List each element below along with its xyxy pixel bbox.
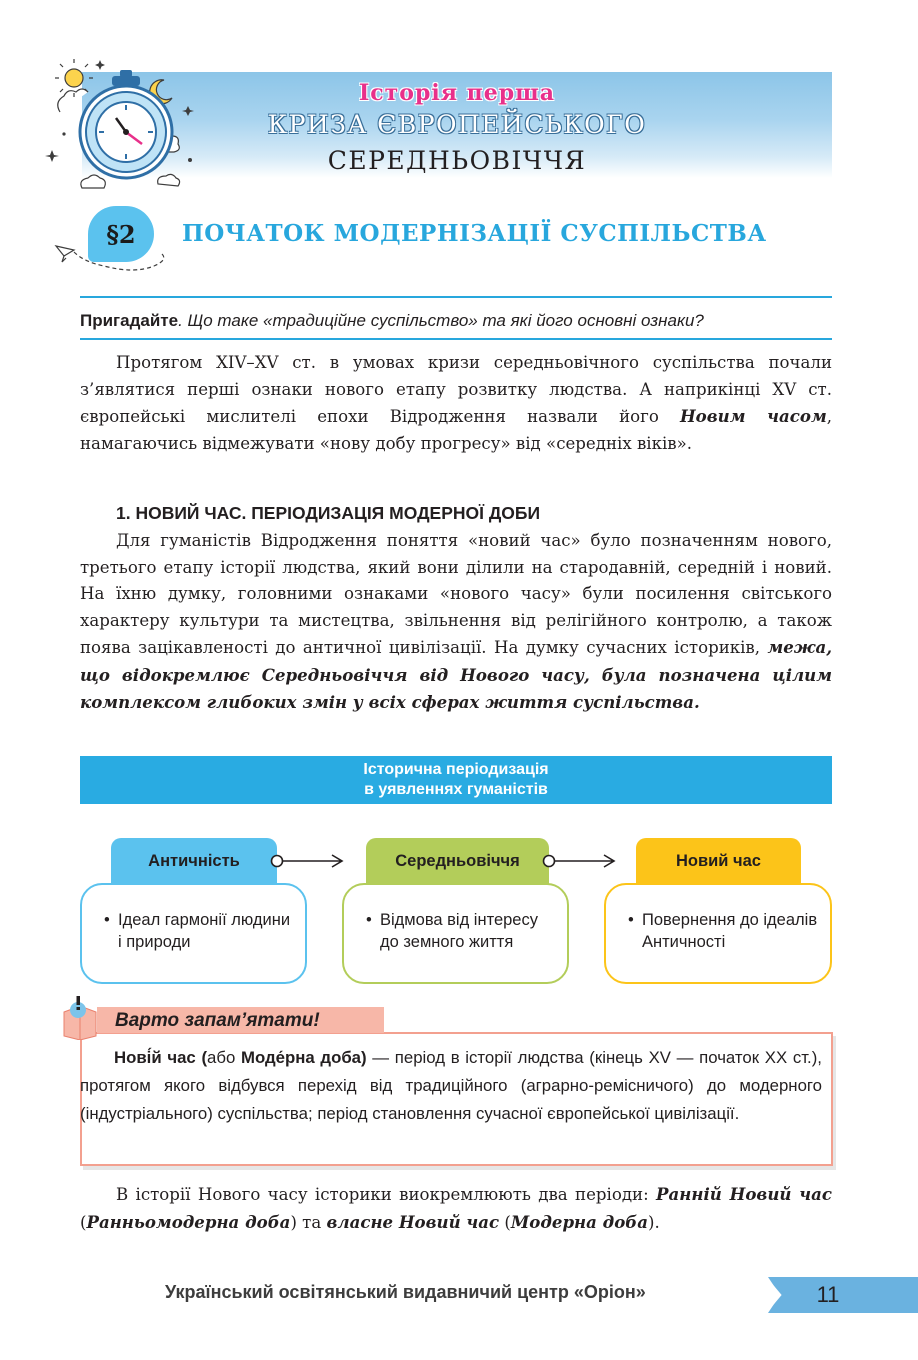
paragraph-text: ). [648,1212,660,1232]
period-antiquity-header: Античність [111,838,277,884]
diagram-title-line2: в уявленнях гуманістів [364,781,548,798]
paragraph-text: ( [80,1212,87,1232]
section-title: ПОЧАТОК МОДЕРНІЗАЦІЇ СУСПІЛЬСТВА [182,220,767,247]
arrow-icon [540,851,618,871]
key-term: власне Новий час [326,1211,500,1232]
period-middle-ages-box [342,883,569,984]
paragraph [80,528,832,717]
subsection-title: 1. НОВИЙ ЧАС. ПЕРІОДИЗАЦІЯ МОДЕРНОЇ ДОБИ [116,503,541,523]
chapter-title-line2: СЕРЕДНЬОВІЧЧЯ [327,146,587,175]
paragraph-text: В історії Нового часу історики виокремлюють два періоди: [116,1185,657,1204]
definition-text: — період в історії людства (кінець XV — початок XX ст.), протягом якого відбувся перехід від традиційного (аграрно-ремісничого) до модерного (індустріального) суспільства; період становлення сучасної європейської цивілізації. [80,1048,822,1123]
key-statement: межа, що відокремлює Середньовіччя від Нового часу, була позначена цілим комплексом глибоких змін у всіх сферах життя суспільства. [80,637,832,712]
key-term: Модерна доба [510,1211,649,1232]
remember-label: Варто запам’ятати! [97,1007,384,1033]
recall-question [80,311,832,331]
period-modern-box [604,883,832,984]
chapter-title-line1: КРИЗА ЄВРОПЕЙСЬКОГО [267,110,647,139]
period-antiquity-box [80,883,307,984]
period-antiquity-description: Ідеал гармонії людини і природи [118,911,291,951]
bullet: • [104,911,110,929]
period-middle-ages-description: Відмова від інтересу до земного життя [380,911,538,951]
bullet: • [366,911,372,929]
paragraph [80,1181,832,1236]
defined-term: Нові́й час ( [114,1048,208,1067]
diagram-title-line1: Історична періодизація [363,761,549,778]
divider [80,296,832,298]
recall-text: . Що таке «традиційне суспільство» та які його основні ознаки? [178,311,704,330]
defined-term: Моде́рна доба) [241,1048,367,1067]
section-number-badge: §2 [88,206,154,262]
paragraph-text: ) та [290,1212,327,1232]
period-modern-description: Повернення до ідеалів Античності [642,911,818,951]
key-term: Ранній Новий час [656,1184,833,1204]
period-modern-header: Новий час [636,838,801,884]
page-number: 11 [816,1282,840,1307]
diagram-title [80,756,832,804]
paragraph-text: Для гуманістів Відродження поняття «новий час» було позначенням нового, третього етапу історії людства, який вони ділили на стародавній, середній і новий. На їхню думку, головними ознаками «нового часу» були посилення світського характеру культури та мистецтва, звільнення від релігійного контролю, а також поява зацікавленості до античної цивілізації. На думку сучасних істориків, [80,531,832,657]
paragraph [80,350,832,457]
definition-text: або [207,1048,242,1067]
remember-definition [80,1044,822,1128]
exclamation-icon [60,996,100,1040]
period-middle-ages-header: Середньовіччя [366,838,549,884]
key-term: Новим часом [680,406,827,426]
arrow-icon [268,851,346,871]
bullet: • [628,911,634,929]
recall-label: Пригадайте [80,311,179,330]
paragraph-text: , намагаючись відмежувати «нову добу прогресу» від «середніх віків». [80,407,832,453]
story-label: Історія перша [358,80,556,106]
paragraph-text: Протягом XIV–XV ст. в умовах кризи середньовічного суспільства почали з’являтися перші ознаки нового етапу розвитку людства. А наприкінці XV ст. європейські мислителі епохи Відродження назвали його [80,353,832,426]
publisher-name: Український освітянський видавничий центр «Оріон» [165,1282,646,1302]
key-term: Ранньомодерна доба [86,1211,291,1232]
divider [80,338,832,340]
paragraph-text: ( [499,1212,511,1232]
